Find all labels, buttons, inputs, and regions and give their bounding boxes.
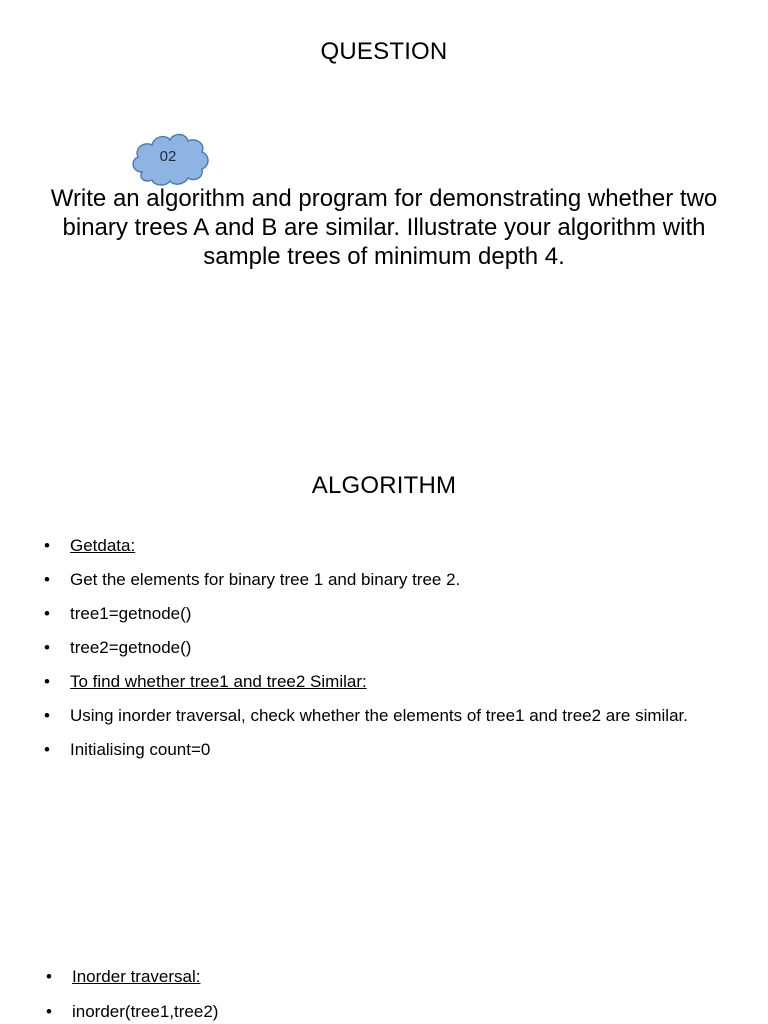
step-text: Using inorder traversal, check whether the elements of tree1 and tree2 are similar. xyxy=(70,706,688,725)
step-text: tree1=getnode() xyxy=(70,604,192,623)
bullet-icon: • xyxy=(44,706,50,725)
list-item xyxy=(42,705,722,726)
list-item xyxy=(42,603,722,624)
step-text: tree2=getnode() xyxy=(70,638,192,657)
bullet-icon: • xyxy=(44,604,50,623)
list-item xyxy=(42,671,722,692)
similarity-heading: To find whether tree1 and tree2 Similar: xyxy=(70,672,367,691)
list-item xyxy=(42,569,722,590)
getdata-heading: Getdata: xyxy=(70,536,136,555)
question-number-badge xyxy=(128,126,212,190)
inorder-heading: Inorder traversal: xyxy=(72,967,201,986)
inorder-steps-list xyxy=(44,966,724,1024)
list-item xyxy=(42,637,722,658)
bullet-icon: • xyxy=(44,570,50,589)
list-item xyxy=(42,739,722,760)
step-text: Initialising count=0 xyxy=(70,740,211,759)
question-heading: QUESTION xyxy=(320,38,448,65)
algorithm-heading: ALGORITHM xyxy=(311,472,457,499)
bullet-icon: • xyxy=(44,672,50,691)
algorithm-steps-list xyxy=(42,535,722,773)
list-item xyxy=(44,1001,724,1022)
bullet-icon: • xyxy=(44,740,50,759)
question-number: 02 xyxy=(159,148,177,165)
bullet-icon: • xyxy=(46,967,52,986)
bullet-icon: • xyxy=(44,638,50,657)
list-item xyxy=(42,535,722,556)
bullet-icon: • xyxy=(44,536,50,555)
bullet-icon: • xyxy=(46,1002,52,1021)
step-text: Get the elements for binary tree 1 and binary tree 2. xyxy=(70,570,461,589)
list-item xyxy=(44,966,724,987)
question-text: Write an algorithm and program for demonstrating whether two binary trees A and B are similar. Illustrate your algorithm with sample trees of minimum depth 4. xyxy=(50,185,718,270)
step-text: inorder(tree1,tree2) xyxy=(72,1002,219,1021)
